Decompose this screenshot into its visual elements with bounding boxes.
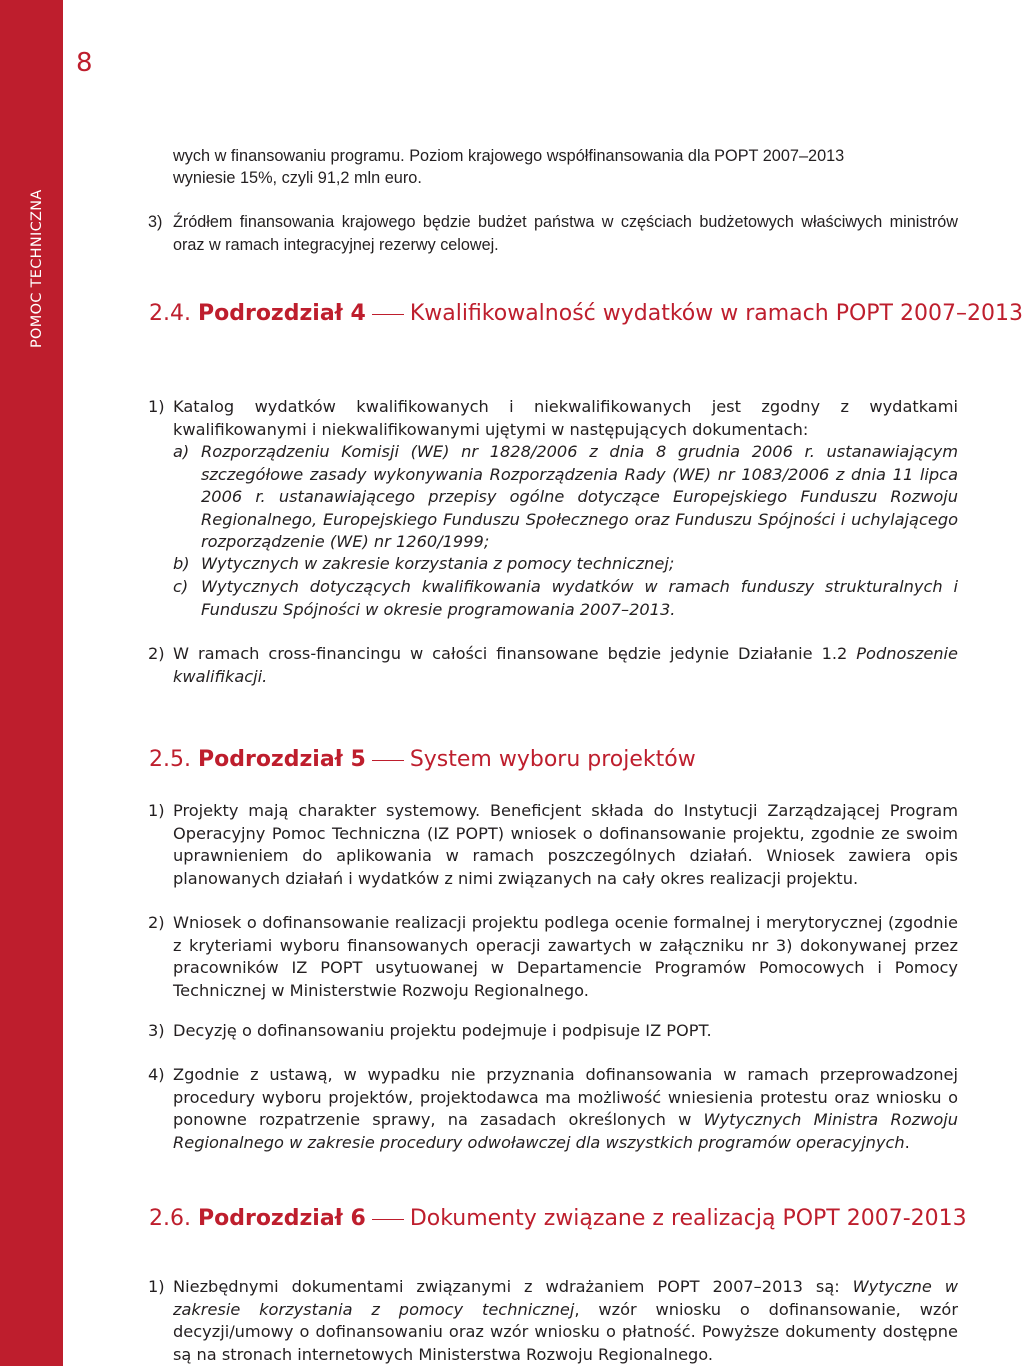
list-number: 4) [148,1065,165,1084]
section-side-label: POMOC TECHNICZNA [29,189,45,348]
heading-number: 2.5. [149,747,191,772]
list-text-plain: W ramach cross-financingu w całości finansowane będzie jedynie Działanie 1.2 [173,644,857,663]
list-text-tail: , wzór wniosku o dofinansowanie, wzór decyzji/umowy o dofinansowaniu oraz wzór wniosku o płatność. Powyższe dokumenty dostępne są na stronach internetowych Ministerstwa Rozwoju Regionalnego. [173,1299,958,1364]
list-item [148,396,958,441]
list-text: Źródłem finansowania krajowego będzie budżet państwa w częściach budżetowych właściwych ministrów oraz w ramach integracyjnej rezerwy celowej. [173,213,958,254]
heading-title: System wyboru projektów [409,747,696,772]
list-item [148,912,958,1002]
list-item [148,800,958,890]
sub-text: Wytycznych dotyczących kwalifikowania wydatków w ramach funduszy strukturalnych i Funduszu Spójności w okresie programowania 2007–2013. [201,577,958,619]
list-item [148,1020,958,1043]
list-text-italic: Wytycznych Ministra Rozwoju Regionalnego w zakresie procedury odwoławczej dla wszystkich programów operacyjnych [173,1110,958,1152]
list-text: Katalog wydatków kwalifikowanych i niekwalifikowanych jest zgodny z wydatkami kwalifikowanymi i niekwalifikowanymi ujętymi w następujących dokumentach: [173,397,958,439]
heading-label: Podrozdział 5 [197,747,366,772]
heading-dash [372,760,404,761]
list-text-plain: Niezbędnymi dokumentami związanymi z wdrażaniem POPT 2007–2013 są: [173,1277,853,1296]
list-text: Projekty mają charakter systemowy. Beneficjent składa do Instytucji Zarządzającej Program Operacyjny Pomoc Techniczna (IZ POPT) wniosek o dofinansowanie projektu, zgodnie ze swoim uprawnieniem do aplikowania w ramach poszczególnych działań. Wniosek zawiera opis planowanych działań i wydatków z nimi związanych na cały okres realizacji projektu. [173,801,958,888]
heading-dash [372,1219,404,1220]
list-text-italic: Podnoszenie kwalifikacji. [173,644,958,686]
sub-text: Wytycznych w zakresie korzystania z pomocy technicznej; [201,554,675,573]
sub-number: b) [173,554,190,573]
list-number: 1) [148,1277,165,1296]
list-item [148,643,958,688]
list-text [173,1276,958,1366]
page-number: 8 [76,48,93,78]
list-text: Wniosek o dofinansowanie realizacji projektu podlega ocenie formalnej i merytorycznej (zgodnie z kryteriami wyboru finansowanych operacji zawartych w załączniku nr 3) dokonywanej przez pracowników IZ POPT usytuowanej w Departamencie Programów Pomocowych i Pomocy Technicznej w Ministerstwie Rozwoju Regionalnego. [173,913,958,1000]
heading-label: Podrozdział 6 [197,1206,366,1231]
heading-2-4 [149,301,1023,326]
list-item [148,1276,958,1366]
heading-dash [372,314,404,315]
list-text [173,1064,958,1154]
sub-text: Rozporządzeniu Komisji (WE) nr 1828/2006 z dnia 8 grudnia 2006 r. ustanawiającym szczegółowe zasady wykonywania Rozporządzenia Rady (WE) nr 1083/2006 z dnia 11 lipca 2006 r. ustanawiającego przepisy ogólne dotyczące Europejskiego Funduszu Rozwoju Regionalnego, Europejskiego Funduszu Społecznego oraz Funduszu Spójności i uchylającego rozporządzenie (WE) nr 1260/1999; [201,442,958,551]
sub-item-b [173,553,958,576]
heading-2-6 [149,1206,967,1231]
sub-item-a [173,441,958,554]
heading-title: Kwalifikowalność wydatków w ramach POPT 2007–2013 [409,301,1023,326]
sub-number: a) [173,442,190,461]
list-number: 2) [148,913,165,932]
list-item-3 [148,211,958,256]
list-number: 3) [148,213,163,231]
sub-item-c [173,576,958,621]
list-text-italic: Wytyczne w zakresie korzystania z pomocy technicznej [173,1277,958,1319]
heading-number: 2.4. [149,301,191,326]
list-number: 1) [148,397,165,416]
list-text: Decyzję o dofinansowaniu projektu podejmuje i podpisuje IZ POPT. [173,1021,712,1040]
sub-number: c) [173,577,189,596]
heading-title: Dokumenty związane z realizacją POPT 2007-2013 [409,1206,967,1231]
intro-line-1: wych w finansowaniu programu. Poziom krajowego współfinansowania dla POPT 2007–2013 [173,147,845,165]
list-item [148,1064,958,1154]
heading-label: Podrozdział 4 [197,301,366,326]
list-text-tail: . [904,1132,910,1152]
list-text-plain: Zgodnie z ustawą, w wypadku nie przyznania dofinansowania w ramach przeprowadzonej procedury wyboru projektów, projektodawca ma możliwość wniesienia protestu oraz wniosku o ponowne rozpatrzenie sprawy, na zasadach określonych w [173,1065,958,1129]
list-number: 2) [148,644,165,663]
intro-line-2: wyniesie 15%, czyli 91,2 mln euro. [173,169,422,187]
list-number: 3) [148,1021,165,1040]
heading-number: 2.6. [149,1206,191,1231]
heading-2-5 [149,747,696,772]
list-text [173,643,958,688]
list-number: 1) [148,801,165,820]
